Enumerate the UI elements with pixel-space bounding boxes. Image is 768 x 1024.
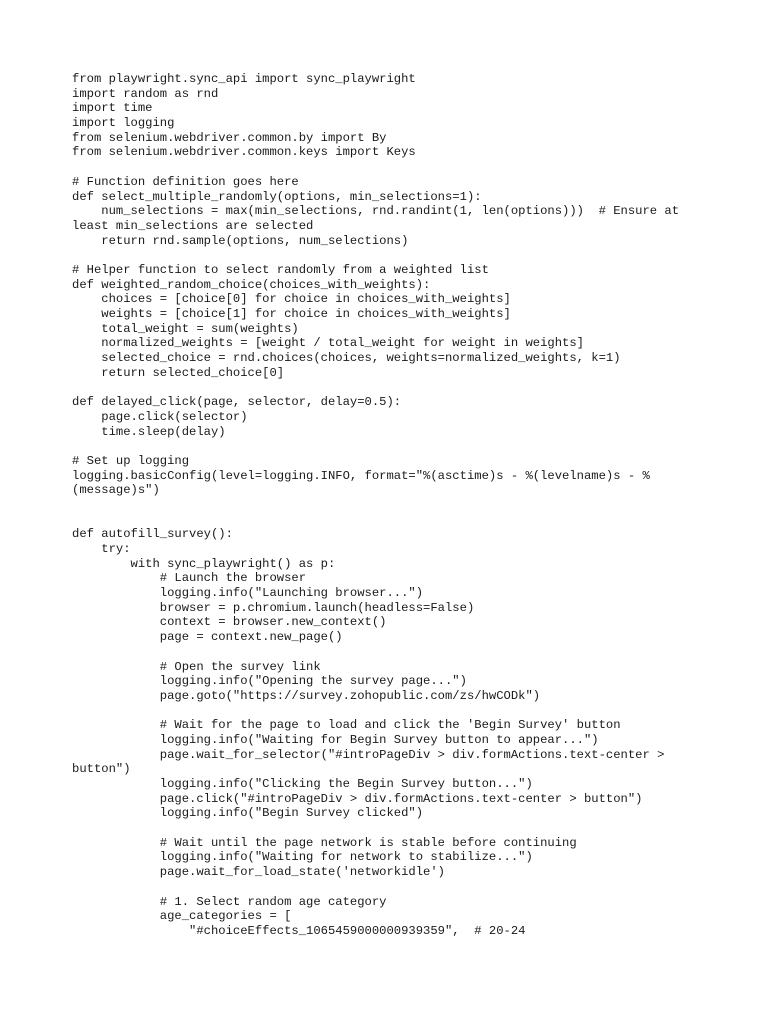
code-block (72, 72, 712, 939)
code-line: with sync_playwright() as p: (72, 556, 336, 571)
code-line: age_categories = [ (72, 909, 292, 924)
code-line: logging.info("Waiting for Begin Survey button to appear...") (72, 732, 599, 747)
code-line: def weighted_random_choice(choices_with_weights): (72, 277, 431, 292)
code-line: page.click(selector) (72, 409, 248, 424)
code-line (72, 248, 712, 263)
code-line: page.goto("https://survey.zohopublic.com/zs/hwCODk") (72, 688, 541, 703)
code-line: page.wait_for_selector("#introPageDiv > div.formActions.text-center > (72, 747, 665, 762)
code-line: page.click("#introPageDiv > div.formActions.text-center > button") (72, 791, 643, 806)
code-line: "#choiceEffects_1065459000000939359", # 20-24 (72, 923, 526, 938)
code-line: import logging (72, 116, 175, 131)
code-line: browser = p.chromium.launch(headless=False) (72, 600, 475, 615)
code-line: # Wait for the page to load and click the 'Begin Survey' button (72, 718, 621, 733)
code-line: try: (72, 542, 131, 556)
code-line: num_selections = max(min_selections, rnd.randint(1, len(options))) # Ensure at (72, 204, 680, 219)
code-line: page = context.new_page() (72, 630, 343, 645)
code-line: return selected_choice[0] (72, 365, 285, 380)
code-line (72, 380, 712, 395)
code-line: logging.info("Begin Survey clicked") (72, 806, 424, 821)
code-line (72, 821, 712, 836)
code-line: logging.info("Clicking the Begin Survey button...") (72, 777, 533, 791)
code-line: normalized_weights = [weight / total_weight for weight in weights] (72, 336, 584, 351)
code-line (72, 704, 712, 719)
code-line: from selenium.webdriver.common.by import By (72, 130, 387, 145)
code-line: # Launch the browser (72, 571, 307, 586)
code-line: logging.info("Waiting for network to stabilize...") (72, 850, 533, 865)
code-line: def autofill_survey(): (72, 527, 233, 542)
code-line: import time (72, 101, 153, 116)
code-line: (message)s") (72, 483, 160, 498)
code-line: return rnd.sample(options, num_selections) (72, 233, 409, 248)
code-line: selected_choice = rnd.choices(choices, weights=normalized_weights, k=1) (72, 351, 621, 366)
code-line: import random as rnd (72, 86, 219, 101)
code-line: # Function definition goes here (72, 174, 299, 189)
code-line: # Helper function to select randomly from a weighted list (72, 262, 489, 277)
code-line: button") (72, 762, 131, 777)
code-line: context = browser.new_context() (72, 615, 387, 630)
code-line: from selenium.webdriver.common.keys import Keys (72, 145, 416, 160)
code-line: time.sleep(delay) (72, 424, 226, 439)
code-line: logging.basicConfig(level=logging.INFO, format="%(asctime)s - %(levelname)s - % (72, 468, 650, 483)
code-line: weights = [choice[1] for choice in choices_with_weights] (72, 307, 511, 321)
code-line (72, 513, 712, 528)
code-line: # 1. Select random age category (72, 894, 387, 909)
code-line: page.wait_for_load_state('networkidle') (72, 865, 445, 880)
code-line: # Open the survey link (72, 659, 321, 674)
code-line: def delayed_click(page, selector, delay=0.5): (72, 395, 402, 410)
code-line: # Wait until the page network is stable before continuing (72, 835, 577, 850)
code-line: total_weight = sum(weights) (72, 321, 299, 336)
code-line (72, 645, 712, 660)
code-line (72, 439, 712, 454)
code-line (72, 880, 712, 895)
code-line: logging.info("Opening the survey page...") (72, 674, 467, 689)
code-line: from playwright.sync_api import sync_playwright (72, 72, 416, 86)
code-line (72, 498, 712, 513)
code-line: choices = [choice[0] for choice in choices_with_weights] (72, 292, 511, 307)
code-line: least min_selections are selected (72, 218, 314, 233)
code-line: logging.info("Launching browser...") (72, 586, 424, 601)
code-line: # Set up logging (72, 453, 190, 468)
code-line: def select_multiple_randomly(options, min_selections=1): (72, 189, 482, 204)
code-line (72, 160, 712, 175)
